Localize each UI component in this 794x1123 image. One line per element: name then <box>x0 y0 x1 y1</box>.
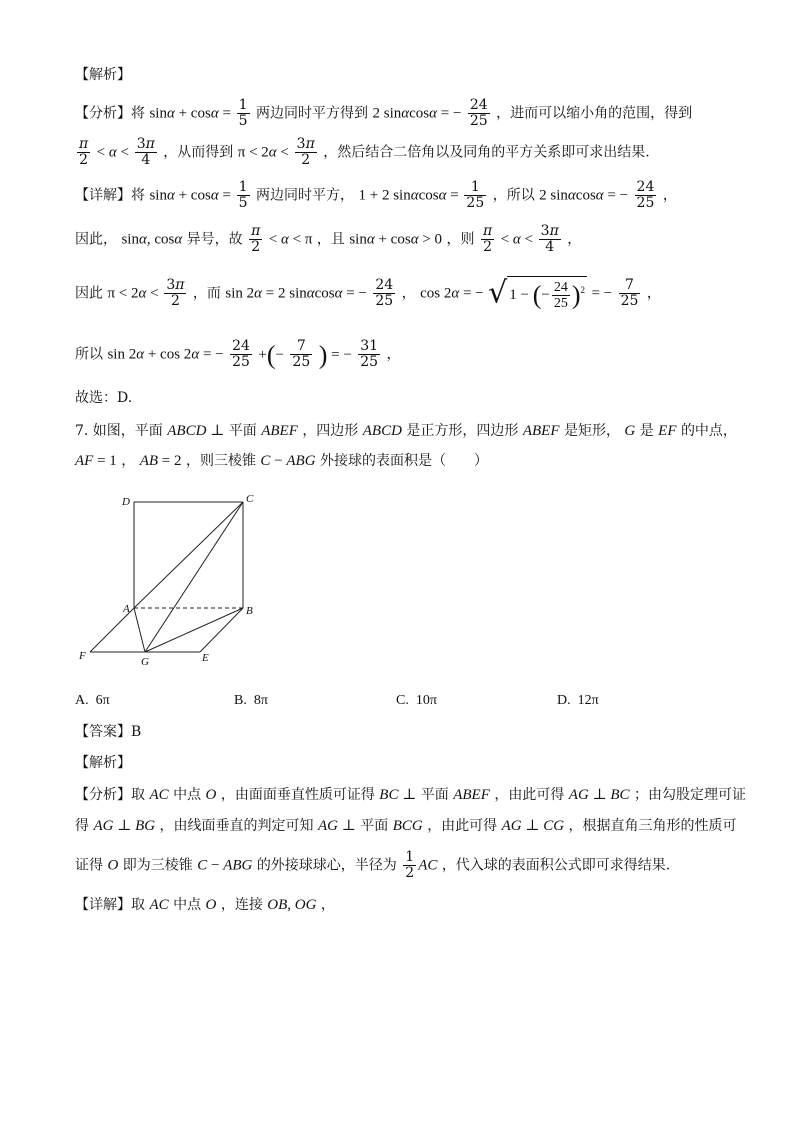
analysis-line-1: 【分析】将 sinα + cosα = $\frac{1}{5}$ 两边同时平方得到 2 sinαcosα = − $\frac{24}{25}$ ，进而可以缩小角的范围，得到 <box>75 97 693 129</box>
option-a[interactable]: A. 6π <box>75 693 110 708</box>
label-F: F <box>79 650 86 662</box>
edge-AG <box>134 608 145 652</box>
edge-AC <box>134 502 243 608</box>
detail-line-1: 【详解】将 sinα + cosα = $\frac{1}{5}$ 两边同时平方， 1 + 2 sinαcosα = $\frac{1}{25}$ ，所以 2 sinαcosα = − $\frac{24}{25}$ ， <box>75 179 677 211</box>
analysis-line-2: $\frac{\pi}{2}$ < α < $\frac{3\pi}{4}$ ，从而得到 π < 2α < $\frac{3\pi}{2}$ ，然后结合二倍角以及同角的平方关系即可求出结果. <box>79 136 650 168</box>
q7-detail-line-1: 【详解】取 AC 中点 O ，连接 OB, OG ， <box>75 897 335 913</box>
choice-conclusion: 故选：D. <box>75 390 133 406</box>
edge-BE <box>200 608 243 652</box>
q7-analysis-line-3: 证得 O 即为三棱锥 C − ABG 的外接球球心，半径为 $\frac{1}{2}$ AC ，代入球的表面积公式即可求得结果. <box>75 849 671 881</box>
analysis-heading-2: 【解析】 <box>75 755 131 771</box>
option-c[interactable]: C. 10π <box>396 693 437 708</box>
q7-analysis-line-2: 得 AG ⊥ BG ，由线面垂直的判定可知 AG ⊥ 平面 BCG ，由此可得 AG ⊥ CG ，根据直角三角形的性质可 <box>75 818 737 834</box>
option-d[interactable]: D. 12π <box>557 693 599 708</box>
geometry-figure <box>70 488 280 668</box>
label-D: D <box>122 496 130 508</box>
option-b[interactable]: B. 8π <box>234 693 268 708</box>
detail-line-4: 所以 sin 2α + cos 2α = − $\frac{24}{25}$ +(− $\frac{7}{25}$ ) = − $\frac{31}{25}$ ， <box>75 338 401 370</box>
label-G: G <box>141 656 149 668</box>
label-B: B <box>246 605 253 617</box>
label-E: E <box>202 652 209 664</box>
q7-analysis-line-1: 【分析】取 AC 中点 O ，由面面垂直性质可证得 BC ⊥ 平面 ABEF ，由此可得 AG ⊥ BC ；由勾股定理可证 <box>75 787 747 803</box>
question-7-line-1: 7. 如图，平面 ABCD ⊥ 平面 ABEF ，四边形 ABCD 是正方形，四边形 ABEF 是矩形， G 是 EF 的中点， <box>75 423 737 439</box>
question-7-line-2: AF = 1 ， AB = 2 ，则三棱锥 C − ABG 外接球的表面积是（ ） <box>75 453 489 469</box>
label-C: C <box>246 493 254 505</box>
answer-label: 【答案】B <box>75 724 142 740</box>
section-heading: 【解析】 <box>75 67 131 83</box>
label-A: A <box>123 603 130 615</box>
detail-line-2: 因此， sinα, cosα 异号，故 $\frac{\pi}{2}$ < α < π ，且 sinα + cosα > 0 ，则 $\frac{\pi}{2}$ < α < $\frac{3\pi}{4}$ ， <box>75 223 582 255</box>
detail-line-3: 因此 π < 2α < $\frac{3\pi}{2}$ ，而 sin 2α = 2 sinαcosα = − $\frac{24}{25}$ ， cos 2α = − √ 1 − (− $\frac{24}{25}$ )$^2$ = − $\frac{7}{25}$ ， <box>75 275 661 312</box>
